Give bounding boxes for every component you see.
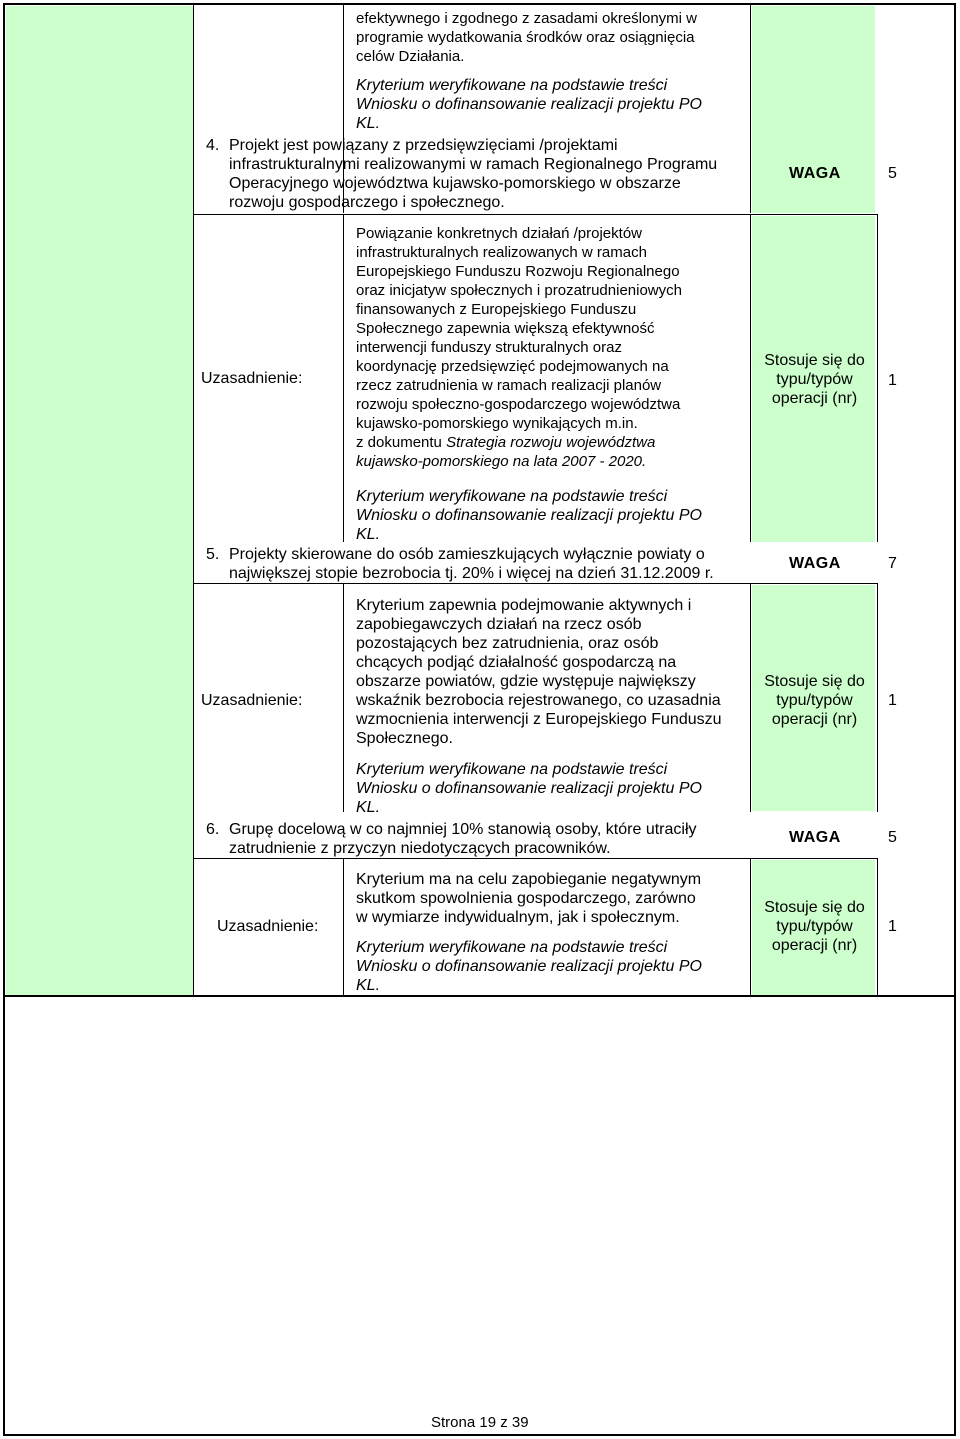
text-line: Wniosku o dofinansowanie realizacji projektu PO (356, 96, 702, 113)
col-divider (193, 3, 194, 996)
text-line: Stosuje się do (764, 899, 865, 916)
criterion-6-waga-value: 5 (888, 829, 897, 846)
text-line: interwencji funduszy strukturalnych oraz (356, 339, 622, 356)
text-line: kujawsko-pomorskiego wynikających m.in. (356, 415, 638, 432)
text-line: operacji (nr) (771, 390, 858, 407)
criterion-5-number: 5. (206, 546, 220, 563)
table-bottom-rule (3, 995, 956, 997)
row-rule (193, 583, 878, 584)
text-line: Wniosku o dofinansowanie realizacji projektu PO (356, 780, 702, 797)
criterion-6-justification (356, 870, 701, 927)
criterion-6-waga-label: WAGA (789, 829, 841, 846)
criterion-6-justification-label: Uzasadnienie: (217, 918, 319, 935)
text-line: finansowanych z Europejskiego Funduszu (356, 301, 637, 318)
page-number: Strona 19 z 39 (431, 1414, 529, 1431)
text-line: efektywnego i zgodnego z zasadami określonymi w (356, 10, 698, 27)
text-line: wzmocnienia interwencji z Europejskiego Funduszu (356, 711, 722, 728)
text-line: KL. (356, 115, 381, 132)
text-line: Wniosku o dofinansowanie realizacji projektu PO (356, 958, 702, 975)
text-line: operacji (nr) (771, 937, 858, 954)
criterion-5-text (229, 545, 714, 583)
text-line: KL. (356, 799, 381, 816)
text-line (356, 433, 682, 452)
text-line: największej stopie bezrobocia tj. 20% i więcej na dzień 31.12.2009 r. (229, 565, 714, 582)
criterion-4-waga-label: WAGA (789, 165, 841, 182)
criterion-6-number: 6. (206, 821, 220, 838)
criterion-6-text (229, 820, 697, 858)
col-divider (343, 215, 344, 542)
text-line: rzecz zatrudnienia w ramach realizacji planów (356, 377, 662, 394)
text-line: Kryterium weryfikowane na podstawie treści (356, 77, 668, 94)
criterion-6-operation-number: 1 (888, 918, 897, 935)
document-ref-prefix: z dokumentu (356, 434, 442, 451)
text-line: zatrudnienie z przyczyn niedotyczących pracowników. (229, 840, 611, 857)
criterion-5-waga-value: 7 (888, 555, 897, 572)
criterion-4-operation-number: 1 (888, 372, 897, 389)
col-divider (343, 859, 344, 996)
text-line: oraz inicjatyw społecznych i prozatrudnieniowych (356, 282, 682, 299)
text-line: typu/typów (776, 371, 853, 388)
text-line: w wymiarze indywidualnym, jak i społecznym. (356, 909, 680, 926)
col-divider (877, 215, 878, 542)
text-line: typu/typów (776, 918, 853, 935)
criterion-5-verification (356, 760, 702, 817)
text-line: pozostających bez zatrudnienia, oraz osób (356, 635, 659, 652)
text-line: Stosuje się do (764, 352, 865, 369)
text-line: Grupę docelową w co najmniej 10% stanowią osoby, które utraciły (229, 821, 697, 838)
text-line: Kryterium ma na celu zapobieganie negatywnym (356, 871, 702, 888)
text-line: Kryterium weryfikowane na podstawie treści (356, 939, 668, 956)
row-rule (193, 858, 878, 859)
criterion-5-applies-to (752, 672, 877, 729)
page-border-right (954, 3, 956, 1435)
criterion-6-verification (356, 938, 702, 995)
text-line: chcących podjąć działalność gospodarczą na (356, 654, 677, 671)
criterion-6-applies-to (752, 898, 877, 955)
text-line: Projekt jest powiązany z przedsięwzięciami /projektami (229, 137, 618, 154)
criterion-4-justification-label: Uzasadnienie: (201, 370, 303, 387)
text-line: KL. (356, 977, 381, 994)
text-line: Powiązanie konkretnych działań /projektów (356, 225, 642, 242)
col-divider (343, 584, 344, 812)
criterion-5-justification-label: Uzasadnienie: (201, 692, 303, 709)
criterion-5-waga-label: WAGA (789, 555, 841, 572)
criterion-4-number: 4. (206, 137, 220, 154)
text-line: rozwoju społeczno-gospodarczego województwa (356, 396, 681, 413)
criterion-4-justification (356, 224, 682, 471)
text-line: zapobiegawczych działań na rzecz osób (356, 616, 642, 633)
text-line: celów Działania. (356, 48, 465, 65)
col-divider (750, 584, 751, 812)
col-divider (750, 215, 751, 542)
text-line: Społecznego zapewnia większą efektywność (356, 320, 655, 337)
text-line: rozwoju gospodarczego i społecznego. (229, 194, 505, 211)
left-green-column (6, 6, 193, 995)
text-line: Projekty skierowane do osób zamieszkujących wyłącznie powiaty o (229, 546, 705, 563)
criterion-4-text (229, 136, 717, 212)
text-line: Europejskiego Funduszu Rozwoju Regionalnego (356, 263, 680, 280)
text-line: Wniosku o dofinansowanie realizacji projektu PO (356, 507, 702, 524)
text-line: koordynację przedsięwzięć podejmowanych na (356, 358, 669, 375)
text-line: typu/typów (776, 692, 853, 709)
text-line: obszarze powiatów, gdzie występuje największy (356, 673, 696, 690)
criterion-5-justification (356, 596, 722, 748)
criterion-4-applies-to (752, 351, 877, 408)
document-ref-title: Strategia rozwoju województwa (446, 434, 656, 451)
page-border-left (3, 3, 5, 1435)
text-line: Kryterium weryfikowane na podstawie treści (356, 761, 668, 778)
table-top-rule (3, 3, 956, 5)
criterion-3-text-continued (356, 9, 697, 66)
text-line: Operacyjnego województwa kujawsko-pomorskiego w obszarze (229, 175, 681, 192)
col-divider (877, 859, 878, 996)
text-line: Kryterium weryfikowane na podstawie treści (356, 488, 668, 505)
text-line: infrastrukturalnymi realizowanymi w ramach Regionalnego Programu (229, 156, 718, 173)
row-rule (193, 214, 878, 215)
text-line: operacji (nr) (771, 711, 858, 728)
col-divider (877, 584, 878, 812)
criterion-5-operation-number: 1 (888, 692, 897, 709)
text-line: programie wydatkowania środków oraz osiągnięcia (356, 29, 695, 46)
text-line: skutkom spowolnienia gospodarczego, zarówno (356, 890, 696, 907)
text-line: Społecznego. (356, 730, 453, 747)
criterion-4-waga-value: 5 (888, 165, 897, 182)
criterion-4-verification (356, 487, 702, 544)
document-ref-title: kujawsko-pomorskiego na lata 2007 - 2020. (356, 453, 647, 470)
text-line: KL. (356, 526, 381, 543)
text-line: infrastrukturalnych realizowanych w ramach (356, 244, 647, 261)
text-line: Stosuje się do (764, 673, 865, 690)
text-line: wskaźnik bezrobocia rejestrowanego, co uzasadnia (356, 692, 721, 709)
col-divider (750, 859, 751, 996)
criterion-3-verification (356, 76, 702, 133)
text-line: Kryterium zapewnia podejmowanie aktywnych i (356, 597, 692, 614)
page-bottom-rule (3, 1434, 956, 1436)
col-divider (750, 3, 751, 213)
